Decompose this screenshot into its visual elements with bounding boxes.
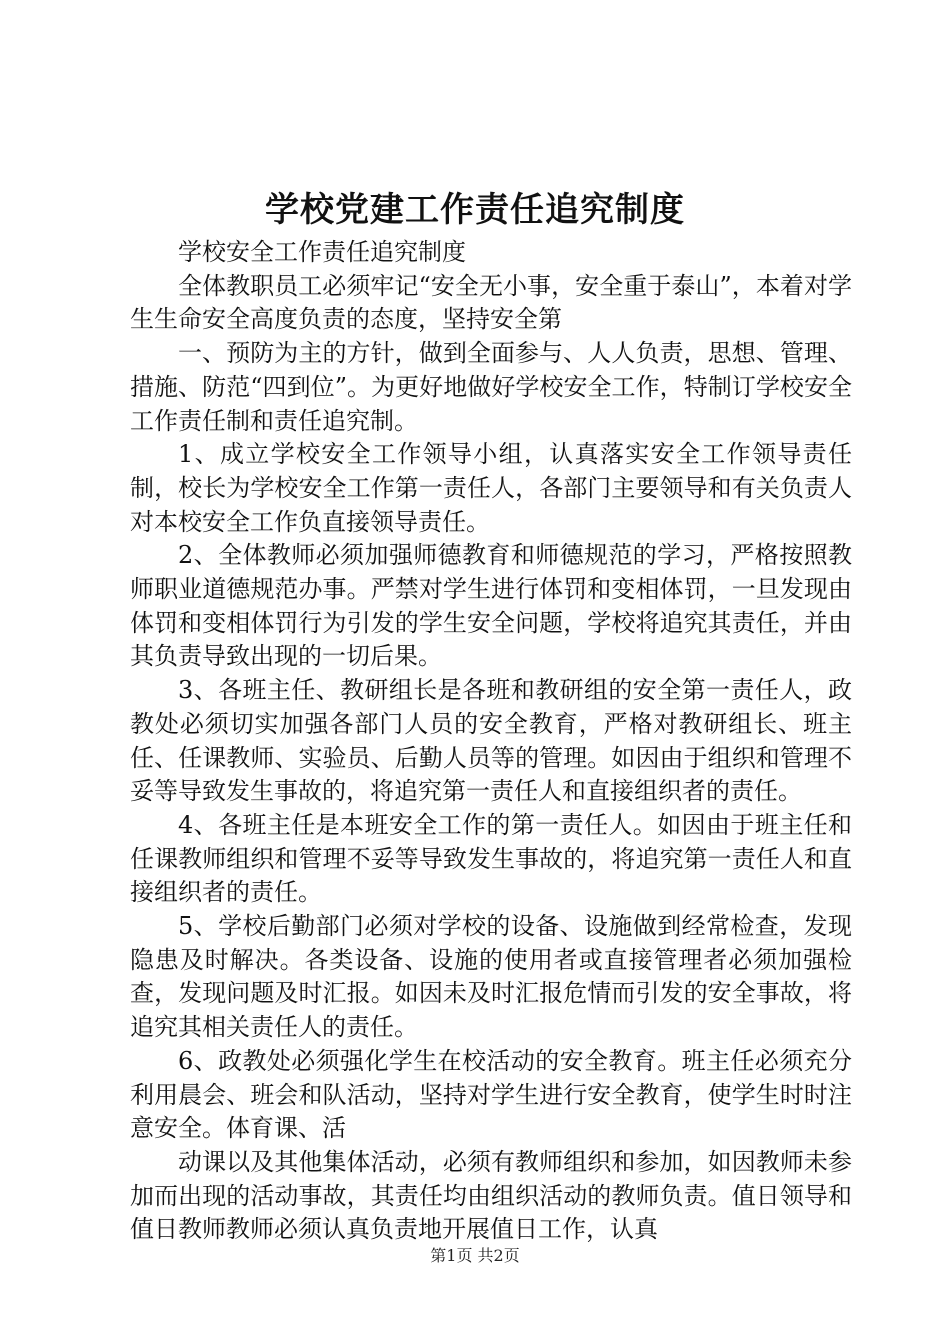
- document-title: 学校党建工作责任追究制度: [265, 190, 685, 230]
- paragraph: 2、全体教师必须加强师德教育和师德规范的学习，严格按照教师职业道德规范办事。严禁对学生进行体罚和变相体罚，一旦发现由体罚和变相体罚行为引发的学生安全问题，学校将追究其责任，并由其负责导致出现的一切后果。: [130, 541, 852, 671]
- paragraph: 全体教职员工必须牢记“安全无小事，安全重于泰山”，本着对学生生命安全高度负责的态度，坚持安全第: [130, 271, 852, 334]
- page-number-footer: 第1页 共2页: [430, 1246, 520, 1265]
- paragraph: 6、政教处必须强化学生在校活动的安全教育。班主任必须充分利用晨会、班会和队活动，坚持对学生进行安全教育，使学生时时注意安全。体育课、活: [130, 1046, 852, 1143]
- paragraph: 3、各班主任、教研组长是各班和教研组的安全第一责任人，政教处必须切实加强各部门人员的安全教育，严格对教研组长、班主任、任课教师、实验员、后勤人员等的管理。如因由于组织和管理不妥等导致发生事故的，将追究第一责任人和直接组织者的责任。: [130, 676, 852, 806]
- paragraph: 动课以及其他集体活动，必须有教师组织和参加，如因教师未参加而出现的活动事故，其责任均由组织活动的教师负责。值日领导和值日教师教师必须认真负责地开展值日工作，认真: [130, 1147, 852, 1244]
- paragraph: 1、成立学校安全工作领导小组，认真落实安全工作领导责任制，校长为学校安全工作第一责任人，各部门主要领导和有关负责人对本校安全工作负直接领导责任。: [130, 440, 852, 536]
- paragraph: 4、各班主任是本班安全工作的第一责任人。如因由于班主任和任课教师组织和管理不妥等导致发生事故的，将追究第一责任人和直接组织者的责任。: [130, 810, 852, 907]
- paragraph: 学校安全工作责任追究制度: [178, 238, 466, 266]
- document-body: [130, 236, 852, 1247]
- paragraph: 一、预防为主的方针，做到全面参与、人人负责，思想、管理、措施、防范“四到位”。为更好地做好学校安全工作，特制订学校安全工作责任制和责任追究制。: [130, 339, 852, 435]
- paragraph: 5、学校后勤部门必须对学校的设备、设施做到经常检查，发现隐患及时解决。各类设备、设施的使用者或直接管理者必须加强检查，发现问题及时汇报。如因未及时汇报危情而引发的安全事故，将追究其相关责任人的责任。: [130, 912, 852, 1042]
